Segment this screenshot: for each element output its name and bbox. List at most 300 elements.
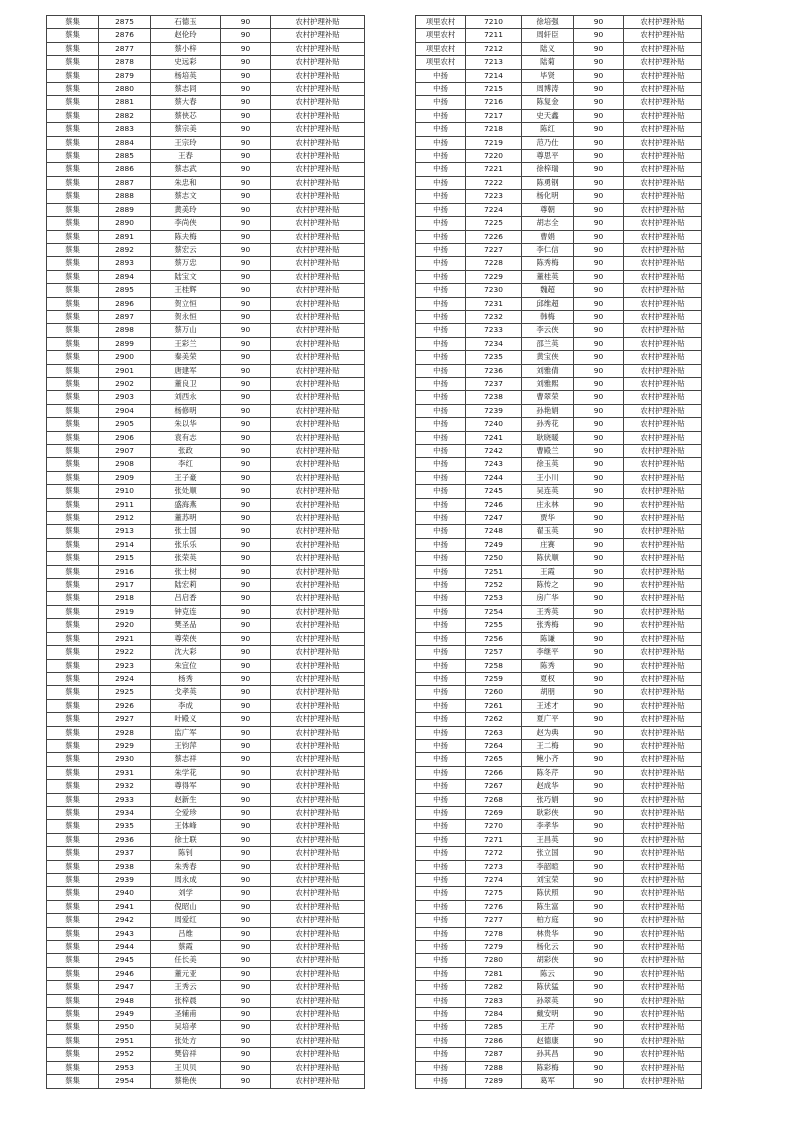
cell-town: 中扬	[416, 404, 466, 417]
cell-number: 2939	[99, 874, 151, 887]
cell-name: 周爱红	[151, 914, 221, 927]
cell-number: 2897	[99, 310, 151, 323]
cell-town: 中扬	[416, 646, 466, 659]
table-row	[416, 887, 702, 900]
cell-town: 蔡集	[47, 83, 99, 96]
cell-name: 耿彩侠	[522, 806, 574, 819]
cell-number: 7272	[466, 847, 522, 860]
cell-amount: 90	[574, 941, 624, 954]
cell-number: 2951	[99, 1034, 151, 1047]
cell-name: 仝爱珍	[151, 806, 221, 819]
cell-name: 戈孝英	[151, 686, 221, 699]
cell-amount: 90	[221, 525, 271, 538]
cell-amount: 90	[574, 270, 624, 283]
cell-subsidy-type: 农村护理补贴	[271, 163, 365, 176]
cell-amount: 90	[574, 605, 624, 618]
cell-amount: 90	[574, 860, 624, 873]
cell-number: 2875	[99, 16, 151, 29]
cell-number: 7230	[466, 284, 522, 297]
cell-name: 房广华	[522, 592, 574, 605]
table-row	[47, 860, 365, 873]
table-row	[416, 83, 702, 96]
cell-subsidy-type: 农村护理补贴	[271, 351, 365, 364]
cell-amount: 90	[574, 713, 624, 726]
cell-name: 钟克连	[151, 605, 221, 618]
cell-subsidy-type: 农村护理补贴	[624, 1034, 702, 1047]
cell-name: 蔡侠芯	[151, 109, 221, 122]
cell-amount: 90	[574, 351, 624, 364]
table-row	[416, 471, 702, 484]
cell-subsidy-type: 农村护理补贴	[624, 150, 702, 163]
cell-town: 蔡集	[47, 1061, 99, 1074]
cell-number: 7268	[466, 793, 522, 806]
cell-amount: 90	[574, 284, 624, 297]
cell-town: 蔡集	[47, 860, 99, 873]
cell-name: 樊圣品	[151, 619, 221, 632]
cell-subsidy-type: 农村护理补贴	[624, 552, 702, 565]
cell-town: 蔡集	[47, 270, 99, 283]
cell-number: 7280	[466, 954, 522, 967]
cell-town: 中扬	[416, 887, 466, 900]
cell-name: 杨化云	[522, 941, 574, 954]
cell-name: 刘西永	[151, 391, 221, 404]
table-row	[416, 512, 702, 525]
cell-amount: 90	[574, 900, 624, 913]
cell-number: 2915	[99, 552, 151, 565]
cell-number: 7222	[466, 176, 522, 189]
table-row	[47, 672, 365, 685]
table-row	[416, 1061, 702, 1074]
cell-name: 张立国	[522, 847, 574, 860]
cell-subsidy-type: 农村护理补贴	[624, 96, 702, 109]
cell-amount: 90	[221, 297, 271, 310]
cell-amount: 90	[221, 619, 271, 632]
cell-amount: 90	[221, 900, 271, 913]
cell-amount: 90	[221, 659, 271, 672]
cell-name: 赵德康	[522, 1034, 574, 1047]
cell-subsidy-type: 农村护理补贴	[271, 766, 365, 779]
cell-amount: 90	[221, 780, 271, 793]
cell-town: 蔡集	[47, 981, 99, 994]
cell-amount: 90	[574, 337, 624, 350]
cell-name: 袁有志	[151, 431, 221, 444]
cell-amount: 90	[221, 887, 271, 900]
cell-number: 2890	[99, 217, 151, 230]
cell-amount: 90	[574, 659, 624, 672]
cell-town: 中扬	[416, 96, 466, 109]
cell-amount: 90	[574, 217, 624, 230]
cell-name: 倪昭山	[151, 900, 221, 913]
cell-town: 中扬	[416, 445, 466, 458]
cell-name: 朱秀春	[151, 860, 221, 873]
table-row	[416, 42, 702, 55]
cell-town: 中扬	[416, 203, 466, 216]
cell-town: 蔡集	[47, 203, 99, 216]
cell-town: 蔡集	[47, 766, 99, 779]
cell-number: 2940	[99, 887, 151, 900]
table-row	[416, 941, 702, 954]
cell-subsidy-type: 农村护理补贴	[271, 739, 365, 752]
cell-subsidy-type: 农村护理补贴	[271, 686, 365, 699]
cell-amount: 90	[574, 42, 624, 55]
cell-name: 王芹	[522, 1021, 574, 1034]
cell-town: 中扬	[416, 1008, 466, 1021]
table-row	[47, 699, 365, 712]
cell-town: 中扬	[416, 525, 466, 538]
cell-amount: 90	[221, 793, 271, 806]
cell-town: 蔡集	[47, 217, 99, 230]
cell-name: 王小川	[522, 471, 574, 484]
cell-town: 蔡集	[47, 176, 99, 189]
cell-amount: 90	[221, 445, 271, 458]
cell-amount: 90	[574, 109, 624, 122]
cell-name: 徐玉英	[522, 458, 574, 471]
cell-number: 7288	[466, 1061, 522, 1074]
cell-town: 中扬	[416, 485, 466, 498]
cell-subsidy-type: 农村护理补贴	[271, 726, 365, 739]
cell-subsidy-type: 农村护理补贴	[271, 632, 365, 645]
cell-amount: 90	[221, 565, 271, 578]
cell-amount: 90	[574, 793, 624, 806]
cell-name: 蔡志武	[151, 163, 221, 176]
cell-subsidy-type: 农村护理补贴	[271, 847, 365, 860]
cell-subsidy-type: 农村护理补贴	[271, 713, 365, 726]
cell-name: 赵成华	[522, 780, 574, 793]
cell-amount: 90	[574, 310, 624, 323]
table-row	[47, 391, 365, 404]
cell-name: 王霞	[522, 565, 574, 578]
cell-name: 张政	[151, 445, 221, 458]
cell-town: 中扬	[416, 136, 466, 149]
cell-town: 中扬	[416, 565, 466, 578]
cell-subsidy-type: 农村护理补贴	[624, 123, 702, 136]
cell-subsidy-type: 农村护理补贴	[624, 793, 702, 806]
cell-amount: 90	[574, 927, 624, 940]
cell-subsidy-type: 农村护理补贴	[271, 927, 365, 940]
cell-amount: 90	[574, 136, 624, 149]
cell-subsidy-type: 农村护理补贴	[271, 136, 365, 149]
cell-number: 2911	[99, 498, 151, 511]
table-row	[47, 914, 365, 927]
table-row	[47, 833, 365, 846]
cell-subsidy-type: 农村护理补贴	[271, 498, 365, 511]
table-row	[416, 96, 702, 109]
cell-subsidy-type: 农村护理补贴	[624, 686, 702, 699]
cell-name: 胡彩侠	[522, 954, 574, 967]
cell-number: 2926	[99, 699, 151, 712]
cell-amount: 90	[574, 445, 624, 458]
cell-town: 中扬	[416, 1034, 466, 1047]
cell-name: 张乐乐	[151, 538, 221, 551]
cell-amount: 90	[574, 833, 624, 846]
cell-town: 蔡集	[47, 391, 99, 404]
cell-name: 陆义	[522, 42, 574, 55]
cell-number: 2948	[99, 994, 151, 1007]
cell-subsidy-type: 农村护理补贴	[271, 176, 365, 189]
cell-name: 陈生富	[522, 900, 574, 913]
table-row	[416, 445, 702, 458]
cell-number: 2905	[99, 418, 151, 431]
cell-town: 中扬	[416, 900, 466, 913]
cell-number: 2937	[99, 847, 151, 860]
cell-amount: 90	[574, 471, 624, 484]
cell-subsidy-type: 农村护理补贴	[624, 485, 702, 498]
cell-town: 中扬	[416, 579, 466, 592]
table-row	[416, 176, 702, 189]
cell-subsidy-type: 农村护理补贴	[271, 887, 365, 900]
cell-town: 中扬	[416, 927, 466, 940]
cell-town: 中扬	[416, 806, 466, 819]
cell-number: 2919	[99, 605, 151, 618]
cell-amount: 90	[221, 471, 271, 484]
cell-number: 7266	[466, 766, 522, 779]
cell-subsidy-type: 农村护理补贴	[624, 377, 702, 390]
cell-name: 王昌英	[522, 833, 574, 846]
cell-number: 2942	[99, 914, 151, 927]
cell-amount: 90	[574, 914, 624, 927]
table-row	[416, 713, 702, 726]
cell-number: 7289	[466, 1075, 522, 1088]
cell-name: 蔡大春	[151, 96, 221, 109]
table-row	[416, 1075, 702, 1088]
cell-subsidy-type: 农村护理补贴	[624, 284, 702, 297]
cell-town: 蔡集	[47, 431, 99, 444]
table-row	[47, 927, 365, 940]
table-row	[416, 29, 702, 42]
cell-amount: 90	[574, 391, 624, 404]
cell-subsidy-type: 农村护理补贴	[624, 605, 702, 618]
table-row	[416, 699, 702, 712]
cell-number: 2877	[99, 42, 151, 55]
cell-subsidy-type: 农村护理补贴	[624, 632, 702, 645]
table-row	[47, 525, 365, 538]
cell-number: 7236	[466, 364, 522, 377]
cell-name: 戴安明	[522, 1008, 574, 1021]
cell-name: 朱忠和	[151, 176, 221, 189]
cell-town: 中扬	[416, 176, 466, 189]
cell-name: 沈大彩	[151, 646, 221, 659]
cell-amount: 90	[221, 512, 271, 525]
cell-amount: 90	[574, 806, 624, 819]
cell-town: 中扬	[416, 270, 466, 283]
cell-subsidy-type: 农村护理补贴	[624, 726, 702, 739]
cell-name: 杨秀	[151, 672, 221, 685]
cell-number: 2900	[99, 351, 151, 364]
cell-amount: 90	[574, 579, 624, 592]
cell-town: 蔡集	[47, 619, 99, 632]
table-row	[47, 324, 365, 337]
cell-number: 2913	[99, 525, 151, 538]
cell-amount: 90	[221, 377, 271, 390]
cell-town: 项里农村	[416, 16, 466, 29]
cell-subsidy-type: 农村护理补贴	[624, 887, 702, 900]
cell-name: 蔡万山	[151, 324, 221, 337]
cell-name: 任长美	[151, 954, 221, 967]
cell-name: 王述才	[522, 699, 574, 712]
cell-town: 中扬	[416, 619, 466, 632]
cell-number: 2936	[99, 833, 151, 846]
cell-amount: 90	[574, 29, 624, 42]
cell-amount: 90	[221, 56, 271, 69]
cell-number: 2883	[99, 123, 151, 136]
cell-subsidy-type: 农村护理补贴	[271, 324, 365, 337]
cell-name: 陈伏顺	[522, 552, 574, 565]
cell-number: 7277	[466, 914, 522, 927]
cell-name: 石德玉	[151, 16, 221, 29]
cell-town: 中扬	[416, 538, 466, 551]
cell-number: 7210	[466, 16, 522, 29]
cell-number: 7269	[466, 806, 522, 819]
cell-amount: 90	[574, 1061, 624, 1074]
table-row	[416, 243, 702, 256]
cell-amount: 90	[221, 364, 271, 377]
table-row	[47, 954, 365, 967]
cell-subsidy-type: 农村护理补贴	[624, 565, 702, 578]
table-row	[47, 847, 365, 860]
cell-number: 2898	[99, 324, 151, 337]
cell-amount: 90	[574, 324, 624, 337]
cell-number: 7259	[466, 672, 522, 685]
table-row	[416, 217, 702, 230]
cell-name: 徐梓瑞	[522, 163, 574, 176]
cell-number: 7273	[466, 860, 522, 873]
cell-name: 鲍小齐	[522, 753, 574, 766]
cell-amount: 90	[221, 538, 271, 551]
cell-name: 张士国	[151, 525, 221, 538]
cell-subsidy-type: 农村护理补贴	[271, 123, 365, 136]
cell-town: 蔡集	[47, 780, 99, 793]
cell-name: 孙艳娟	[522, 404, 574, 417]
cell-amount: 90	[574, 592, 624, 605]
cell-subsidy-type: 农村护理补贴	[624, 659, 702, 672]
cell-name: 陈云	[522, 967, 574, 980]
cell-number: 2909	[99, 471, 151, 484]
cell-number: 2902	[99, 377, 151, 390]
cell-name: 赵伦玲	[151, 29, 221, 42]
cell-town: 蔡集	[47, 123, 99, 136]
cell-number: 7218	[466, 123, 522, 136]
cell-name: 陆菊	[522, 56, 574, 69]
cell-subsidy-type: 农村护理补贴	[624, 69, 702, 82]
cell-town: 蔡集	[47, 69, 99, 82]
cell-name: 翟玉英	[522, 525, 574, 538]
cell-name: 张巧娟	[522, 793, 574, 806]
table-row	[416, 914, 702, 927]
cell-number: 2884	[99, 136, 151, 149]
cell-subsidy-type: 农村护理补贴	[271, 860, 365, 873]
cell-amount: 90	[574, 230, 624, 243]
cell-number: 2925	[99, 686, 151, 699]
table-row	[416, 981, 702, 994]
cell-town: 蔡集	[47, 565, 99, 578]
cell-number: 2885	[99, 150, 151, 163]
table-row	[47, 659, 365, 672]
table-row	[416, 391, 702, 404]
cell-name: 史远彩	[151, 56, 221, 69]
cell-name: 董良卫	[151, 377, 221, 390]
cell-amount: 90	[574, 163, 624, 176]
cell-number: 7271	[466, 833, 522, 846]
table-row	[47, 820, 365, 833]
cell-amount: 90	[574, 123, 624, 136]
cell-name: 张士树	[151, 565, 221, 578]
cell-town: 蔡集	[47, 659, 99, 672]
cell-number: 7255	[466, 619, 522, 632]
cell-subsidy-type: 农村护理补贴	[624, 833, 702, 846]
cell-subsidy-type: 农村护理补贴	[624, 42, 702, 55]
cell-amount: 90	[574, 632, 624, 645]
table-row	[47, 445, 365, 458]
cell-town: 中扬	[416, 109, 466, 122]
cell-name: 陈秀梅	[522, 257, 574, 270]
cell-amount: 90	[221, 1021, 271, 1034]
cell-town: 中扬	[416, 833, 466, 846]
cell-number: 2889	[99, 203, 151, 216]
cell-number: 7235	[466, 351, 522, 364]
table-row	[416, 324, 702, 337]
cell-name: 杨培英	[151, 69, 221, 82]
cell-number: 2950	[99, 1021, 151, 1034]
cell-town: 中扬	[416, 284, 466, 297]
table-row	[47, 150, 365, 163]
cell-number: 7252	[466, 579, 522, 592]
cell-town: 蔡集	[47, 351, 99, 364]
cell-town: 蔡集	[47, 592, 99, 605]
cell-subsidy-type: 农村护理补贴	[271, 981, 365, 994]
cell-town: 蔡集	[47, 1048, 99, 1061]
cell-number: 7244	[466, 471, 522, 484]
cell-amount: 90	[574, 552, 624, 565]
cell-amount: 90	[574, 820, 624, 833]
cell-name: 黄美玲	[151, 203, 221, 216]
cell-amount: 90	[221, 176, 271, 189]
cell-subsidy-type: 农村护理补贴	[271, 954, 365, 967]
subsidy-table-left	[46, 15, 365, 1089]
cell-town: 蔡集	[47, 739, 99, 752]
cell-amount: 90	[221, 83, 271, 96]
cell-name: 黄宝侠	[522, 351, 574, 364]
cell-name: 刘学	[151, 887, 221, 900]
cell-subsidy-type: 农村护理补贴	[271, 284, 365, 297]
table-row	[47, 431, 365, 444]
cell-name: 蔡艳侠	[151, 1075, 221, 1088]
cell-name: 邵兰英	[522, 337, 574, 350]
cell-number: 2908	[99, 458, 151, 471]
table-row	[416, 686, 702, 699]
cell-amount: 90	[221, 284, 271, 297]
cell-town: 蔡集	[47, 605, 99, 618]
table-row	[47, 941, 365, 954]
table-row	[47, 56, 365, 69]
cell-amount: 90	[221, 941, 271, 954]
cell-subsidy-type: 农村护理补贴	[624, 672, 702, 685]
cell-town: 中扬	[416, 1048, 466, 1061]
cell-number: 2881	[99, 96, 151, 109]
cell-amount: 90	[221, 726, 271, 739]
cell-town: 项里农村	[416, 42, 466, 55]
table-row	[416, 270, 702, 283]
cell-number: 7215	[466, 83, 522, 96]
cell-number: 7227	[466, 243, 522, 256]
cell-town: 中扬	[416, 592, 466, 605]
cell-town: 中扬	[416, 512, 466, 525]
table-row	[47, 1021, 365, 1034]
cell-amount: 90	[221, 994, 271, 1007]
cell-number: 2894	[99, 270, 151, 283]
cell-amount: 90	[574, 994, 624, 1007]
table-row	[47, 243, 365, 256]
table-row	[47, 512, 365, 525]
